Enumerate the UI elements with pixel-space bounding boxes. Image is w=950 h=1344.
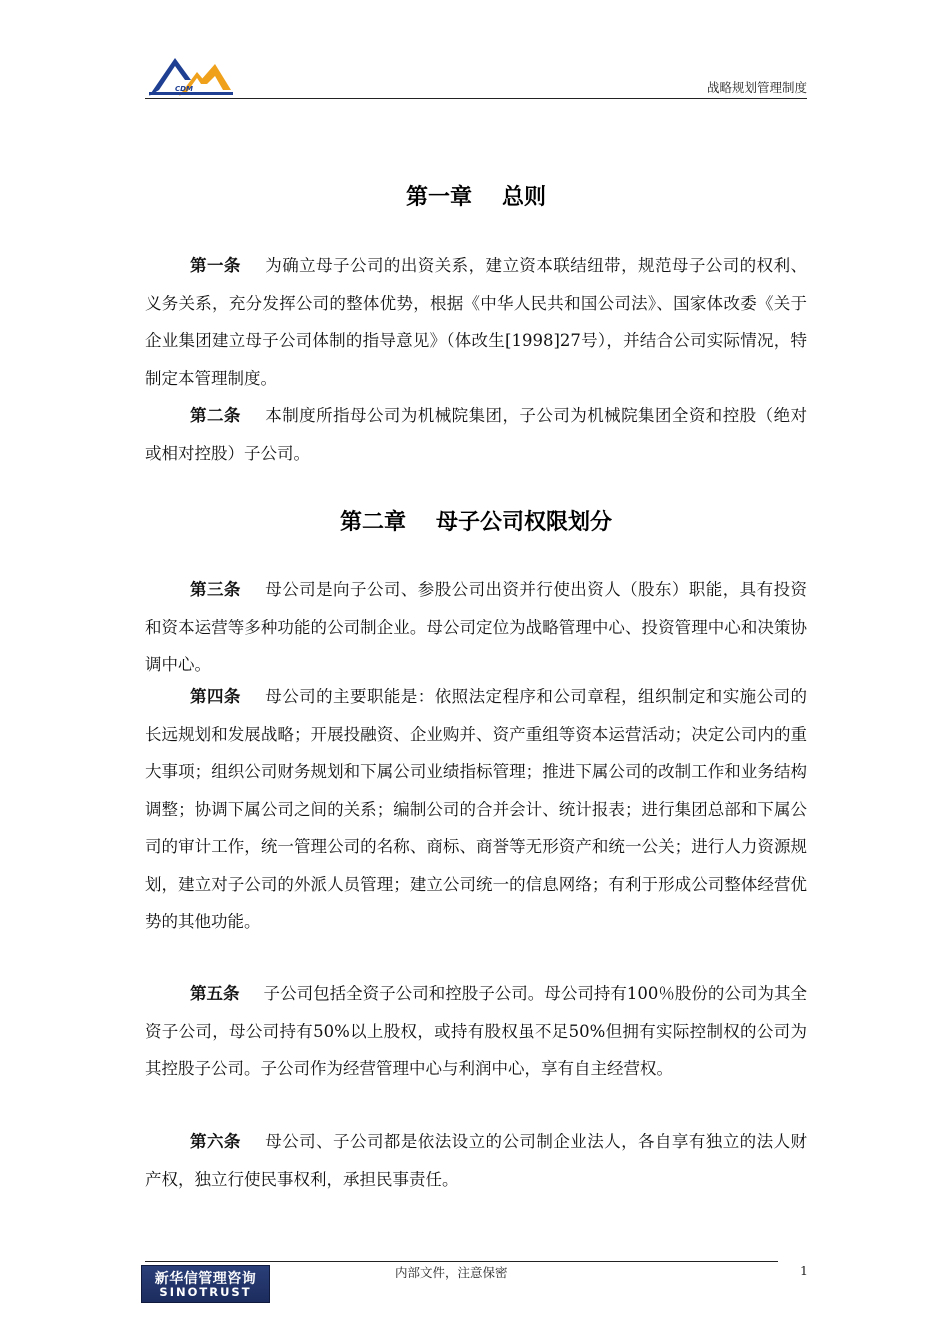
article-text: 为确立母子公司的出资关系，建立资本联结纽带，规范母子公司的权利、义务关系，充分发挥公司的整体优势，根据《中华人民共和国公司法》、国家体改委《关于企业集团建立母子公司体制的指导意见》（体改生[1998]27号），并结合公司实际情况，特制定本管理制度。 — [145, 256, 808, 388]
article-label: 第六条 — [190, 1132, 241, 1151]
footer-divider — [145, 1261, 778, 1262]
chapter-2-heading — [145, 505, 807, 536]
article-2 — [145, 397, 807, 472]
article-label: 第三条 — [190, 580, 241, 599]
header-divider — [145, 98, 807, 99]
header-title: 战略规划管理制度 — [706, 80, 807, 95]
article-6 — [145, 1123, 807, 1198]
cdm-logo-icon — [145, 50, 240, 98]
page-number: 1 — [800, 1263, 808, 1278]
article-text: 母公司、子公司都是依法设立的公司制企业法人，各自享有独立的法人财产权，独立行使民事权利，承担民事责任。 — [145, 1132, 808, 1189]
article-4 — [145, 678, 807, 941]
chapter-label: 第二章 — [339, 510, 406, 535]
article-3 — [145, 571, 807, 684]
chapter-1-heading — [145, 180, 807, 211]
confidential-note: 内部文件，注意保密 — [395, 1265, 508, 1280]
chapter-label: 第一章 — [405, 185, 472, 210]
article-label: 第四条 — [190, 687, 241, 706]
page-header — [145, 50, 807, 100]
article-text: 母公司的主要职能是：依照法定程序和公司章程，组织制定和实施公司的长远规划和发展战略；开展投融资、企业购并、资产重组等资本运营活动；决定公司内的重大事项；组织公司财务规划和下属公司业绩指标管理；推进下属公司的改制工作和业务结构调整；协调下属公司之间的关系；编制公司的合并会计、统计报表；进行集团总部和下属公司的审计工作，统一管理公司的名称、商标、商誉等无形资产和统一公关；进行人力资源规划，建立对子公司的外派人员管理；建立公司统一的信息网络；有利于形成公司整体经营优势的其他功能。 — [145, 687, 808, 931]
sinotrust-logo — [141, 1265, 270, 1303]
chapter-title: 母子公司权限划分 — [436, 510, 613, 535]
sinotrust-logo-en: SINOTRUST — [159, 1285, 252, 1299]
sinotrust-logo-cn: 新华信管理咨询 — [154, 1271, 257, 1287]
article-text: 母公司是向子公司、参股公司出资并行使出资人（股东）职能，具有投资和资本运营等多种功能的公司制企业。母公司定位为战略管理中心、投资管理中心和决策协调中心。 — [145, 580, 808, 674]
article-text: 子公司包括全资子公司和控股子公司。母公司持有100％股份的公司为其全资子公司，母公司持有50%以上股权，或持有股权虽不足50%但拥有实际控制权的公司为其控股子公司。子公司作为经营管理中心与利润中心，享有自主经营权。 — [145, 984, 807, 1078]
svg-text:CDM: CDM — [175, 85, 193, 93]
article-5 — [145, 975, 807, 1088]
article-1 — [145, 247, 807, 397]
article-label: 第二条 — [190, 406, 241, 425]
article-text: 本制度所指母公司为机械院集团，子公司为机械院集团全资和控股（绝对或相对控股）子公司。 — [145, 406, 808, 463]
chapter-title: 总则 — [502, 185, 547, 210]
article-label: 第五条 — [190, 984, 240, 1003]
article-label: 第一条 — [190, 256, 241, 275]
